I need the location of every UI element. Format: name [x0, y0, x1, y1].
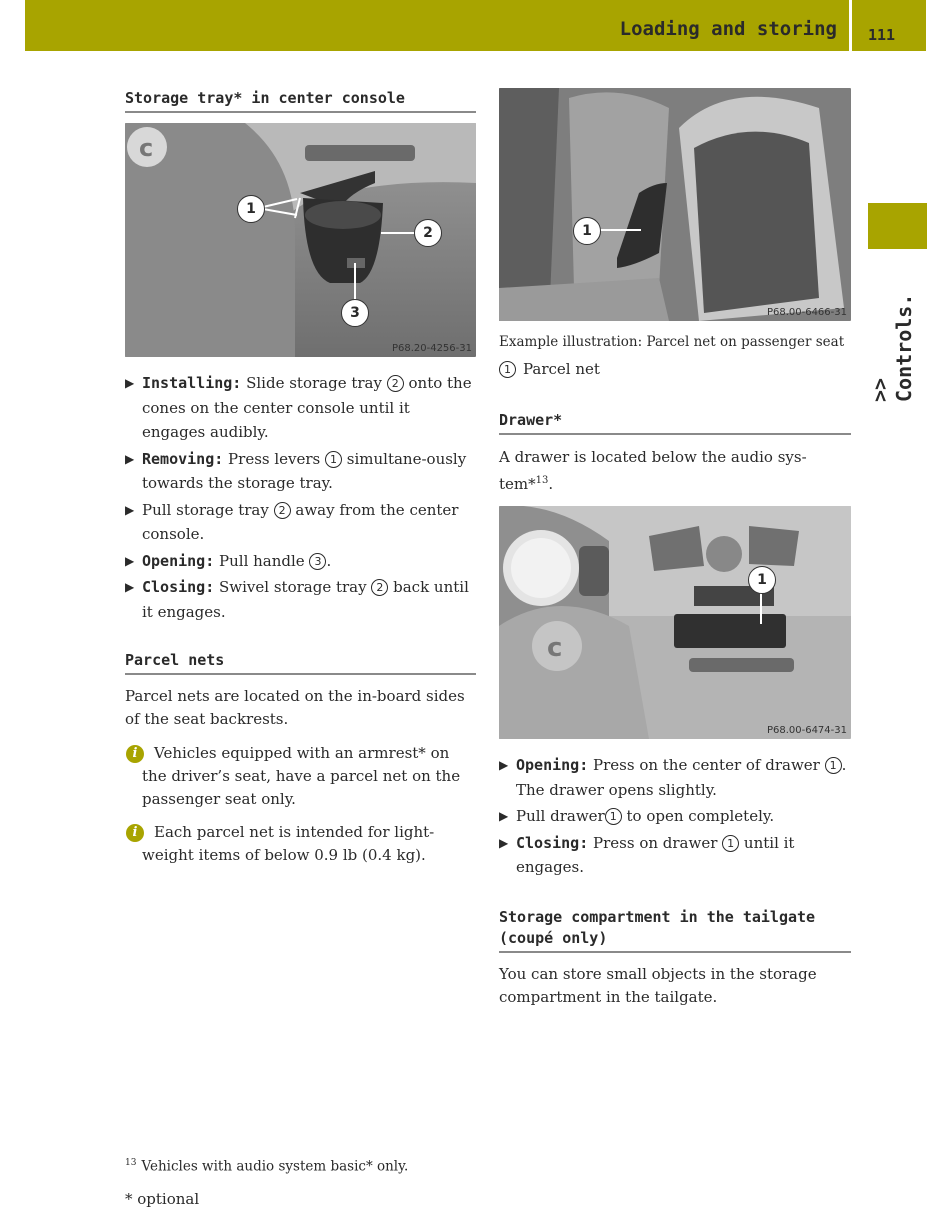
step-opening: ▶ Opening: Pull handle 3 .	[125, 549, 476, 574]
right-column	[499, 88, 851, 1009]
ref-number: 2	[371, 579, 388, 596]
callout-1: 1	[573, 217, 601, 245]
drawer-steps	[499, 753, 851, 880]
svg-text:c: c	[139, 134, 154, 162]
info-icon: i	[126, 745, 144, 763]
parcel-nets-notes	[125, 742, 476, 867]
parcel-net-legend: 1 Parcel net	[499, 358, 851, 381]
triangle-bullet-icon: ▶	[499, 835, 509, 850]
ref-number: 1	[605, 808, 622, 825]
triangle-bullet-icon: ▶	[125, 553, 135, 568]
step-removing: ▶ Removing: Press levers 1 simultane-ously towards the storage tray.	[125, 447, 476, 496]
parcel-net-illustration	[499, 88, 851, 321]
ref-number: 3	[309, 553, 326, 570]
info-note: i Each parcel net is intended for light-weight items of below 0.9 lb (0.4 kg).	[125, 821, 476, 867]
parcel-nets-heading: Parcel nets	[125, 650, 476, 675]
ref-number: 1	[499, 361, 516, 378]
drawer-graphic	[499, 506, 851, 739]
side-tab-label[interactable]: >> Controls.	[868, 293, 916, 402]
svg-text:c: c	[547, 633, 563, 663]
triangle-bullet-icon: ▶	[125, 451, 135, 466]
page-number: 111	[868, 26, 896, 44]
step-closing: ▶ Closing: Swivel storage tray 2 back until it engages.	[125, 575, 476, 624]
step-pull: ▶ Pull drawer 1 to open completely.	[499, 804, 851, 829]
triangle-bullet-icon: ▶	[125, 580, 135, 594]
side-tab-marker	[868, 203, 927, 249]
triangle-bullet-icon: ▶	[125, 502, 135, 517]
ref-number: 1	[825, 757, 842, 774]
triangle-bullet-icon: ▶	[125, 376, 135, 390]
drawer-text: A drawer is located below the audio sys-tem*$^{13}$.	[499, 448, 807, 493]
step-installing: ▶ Installing: Slide storage tray 2 onto the cones on the center console until it engages audibly.	[125, 371, 476, 445]
parcel-net-caption: Example illustration: Parcel net on passenger seat	[499, 334, 845, 350]
left-column	[125, 88, 476, 877]
ref-number: 2	[387, 375, 404, 392]
optional-note: * optional	[125, 1190, 200, 1208]
callout-1: 1	[748, 566, 776, 594]
footnote: $^{13}$ Vehicles with audio system basic* only.	[125, 1158, 409, 1175]
tailgate-text: You can store small objects in the storage compartment in the tailgate.	[499, 964, 817, 1006]
ref-number: 1	[722, 835, 739, 852]
image-code: P68.00-6466-31	[766, 307, 847, 318]
step-result: The drawer opens slightly.	[516, 780, 717, 799]
callout-3: 3	[341, 299, 369, 327]
header-title: Loading and storing	[619, 18, 837, 40]
image-code: P68.00-6474-31	[766, 725, 847, 736]
ref-number: 1	[325, 451, 342, 468]
footnote-number: 13	[125, 1158, 137, 1168]
parcel-net-graphic	[499, 88, 851, 321]
tailgate-heading: Storage compartment in the tailgate (coupé only)	[499, 907, 851, 953]
callout-2: 2	[414, 219, 442, 247]
step-closing: ▶ Closing: Press on drawer 1 until it engages.	[499, 831, 851, 880]
triangle-bullet-icon: ▶	[499, 809, 509, 823]
drawer-heading: Drawer*	[499, 410, 851, 435]
callout-1: 1	[237, 195, 265, 223]
parcel-nets-text: Parcel nets are located on the in-board sides of the seat backrests.	[125, 687, 465, 728]
image-code: P68.20-4256-31	[391, 343, 472, 354]
storage-tray-steps	[125, 371, 476, 624]
drawer-illustration	[499, 506, 851, 739]
header-divider	[849, 0, 852, 51]
step-pull: ▶ Pull storage tray 2 away from the center console.	[125, 498, 476, 547]
info-icon: i	[126, 824, 144, 842]
step-opening: ▶ Opening: Press on the center of drawer 1 . The drawer opens slightly.	[499, 753, 851, 802]
info-note: i Vehicles equipped with an armrest* on the driver’s seat, have a parcel net on the passenger seat only.	[125, 742, 476, 811]
footnote-ref[interactable]: 13	[535, 475, 549, 486]
storage-tray-illustration	[125, 123, 476, 357]
triangle-bullet-icon: ▶	[499, 758, 509, 772]
storage-tray-heading: Storage tray* in center console	[125, 88, 476, 113]
ref-number: 2	[274, 502, 291, 519]
